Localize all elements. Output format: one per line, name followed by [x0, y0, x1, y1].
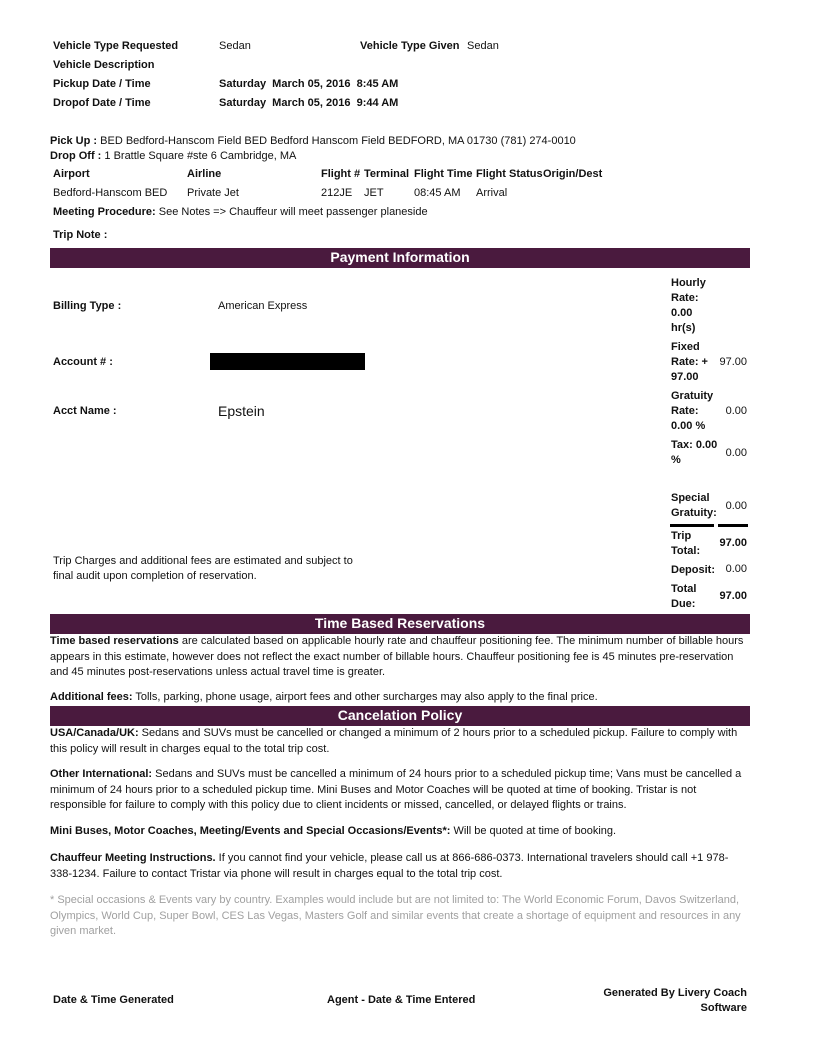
usa-policy-text: Sedans and SUVs must be cancelled or changed a minimum of 2 hours prior to a scheduled pickup. Failure to comply with this policy will result in charges equal to the total trip cost.	[50, 727, 738, 755]
flight-header-terminal: Terminal	[364, 168, 410, 180]
chauffeur-meeting-text: If you cannot find your vehicle, please call us at 866-686-0373. International travelers should call +1 978-338-1234. Failure to contact Tristar via phone will result in charges equal to the total trip cost.	[50, 852, 729, 880]
date-time-generated-label: Date & Time Generated	[53, 994, 174, 1006]
mini-buses-text: Will be quoted at time of booking.	[450, 825, 617, 837]
special-gratuity-label: Special Gratuity:	[671, 492, 717, 519]
flight-time-value: 08:45 AM	[414, 187, 461, 199]
pickup-location-label: Pick Up :	[50, 135, 98, 147]
vehicle-type-requested-value: Sedan	[219, 40, 251, 52]
agent-date-time-label: Agent - Date & Time Entered	[327, 994, 476, 1006]
cancelation-policy-header: Cancelation Policy	[50, 706, 750, 726]
flight-header-airline: Airline	[187, 168, 222, 180]
additional-fees-text: Tolls, parking, phone usage, airport fees and other surcharges may also apply to the final price.	[132, 691, 598, 703]
acct-name-label: Acct Name :	[53, 405, 117, 417]
generated-by-label: Generated By Livery Coach Software	[603, 987, 747, 1014]
time-based-text: are calculated based on applicable hourly rate and chauffeur positioning fee. The minimum number of billable hours appears in this estimate, however does not reflect the exact number of billable hours. Chauffeur positioning fee is 45 minutes pre-reservation and 45 minutes post-reservations unless actual travel time is greater.	[50, 635, 744, 678]
vehicle-type-given-label: Vehicle Type Given	[360, 40, 460, 52]
fixed-rate-value: 97.00	[719, 356, 747, 368]
meeting-procedure	[53, 206, 428, 218]
pickup-datetime-value: Saturday March 05, 2016 8:45 AM	[219, 78, 399, 90]
trip-total-value: 97.00	[719, 537, 747, 549]
tax-label: Tax: 0.00 %	[671, 439, 718, 466]
pickup-location	[50, 135, 576, 147]
deposit-label: Deposit:	[671, 564, 715, 576]
payment-information-header: Payment Information	[50, 248, 750, 268]
trip-total-label: Trip Total:	[671, 530, 701, 557]
flight-header-airport: Airport	[53, 168, 90, 180]
pickup-location-value: BED Bedford-Hanscom Field BED Bedford Hanscom Field BEDFORD, MA 01730 (781) 274-0010	[100, 135, 576, 147]
gratuity-rate-value: 0.00	[725, 405, 747, 417]
special-occasions-footnote: * Special occasions & Events vary by country. Examples would include but are not limited to: The World Economic Forum, Davos Switzerland, Olympics, World Cup, Super Bowl, CES Las Vegas, Masters Golf and similar events that create a shortage of equipment and resources in any given market.	[50, 894, 741, 937]
time-based-reservations-header: Time Based Reservations	[50, 614, 750, 634]
flight-terminal-value: JET	[364, 187, 384, 199]
flight-header-status: Flight Status	[476, 168, 543, 180]
pickup-datetime-label: Pickup Date / Time	[53, 78, 151, 90]
dropoff-location-value: 1 Brattle Square #ste 6 Cambridge, MA	[104, 150, 297, 162]
acct-name-value: Epstein	[218, 403, 265, 419]
total-due-label: Total Due:	[671, 583, 697, 610]
hourly-rate-label: Hourly Rate: 0.00 hr(s)	[671, 277, 706, 334]
special-gratuity-value: 0.00	[725, 500, 747, 512]
meeting-procedure-label: Meeting Procedure:	[53, 206, 156, 218]
account-number-redaction	[210, 353, 365, 370]
flight-airline-value: Private Jet	[187, 187, 239, 199]
account-number-label: Account # :	[53, 356, 113, 368]
billing-type-value: American Express	[218, 300, 308, 312]
flight-header-origin-dest: Origin/Dest	[543, 168, 603, 180]
flight-header-number: Flight #	[321, 168, 361, 180]
chauffeur-meeting-paragraph	[50, 851, 750, 882]
deposit-value: 0.00	[725, 563, 747, 575]
vehicle-description-label: Vehicle Description	[53, 59, 155, 71]
fixed-rate-label: Fixed Rate: + 97.00	[671, 341, 708, 383]
chauffeur-meeting-lead: Chauffeur Meeting Instructions.	[50, 852, 216, 864]
international-policy-lead: Other International:	[50, 768, 153, 780]
mini-buses-lead: Mini Buses, Motor Coaches, Meeting/Events and Special Occasions/Events*:	[50, 825, 451, 837]
international-policy-text: Sedans and SUVs must be cancelled a minimum of 24 hours prior to a scheduled pickup time; Vans must be cancelled a minimum of 24 hours prior to a scheduled pickup time. Mini Buses and Motor Coaches will be quoted at time of booking. Tristar is not responsible for failure to comply with this policy due to client incidents or missed, cancelled, or delayed flights or trains.	[50, 768, 742, 811]
dropoff-location	[50, 150, 296, 162]
usa-policy-lead: USA/Canada/UK:	[50, 727, 139, 739]
international-policy-paragraph	[50, 767, 750, 814]
flight-status-value: Arrival	[476, 187, 508, 199]
billing-type-label: Billing Type :	[53, 300, 122, 312]
gratuity-rate-label: Gratuity Rate: 0.00 %	[671, 390, 714, 432]
flight-number-value: 212JE	[321, 187, 353, 199]
additional-fees-lead: Additional fees:	[50, 691, 133, 703]
charges-disclaimer: Trip Charges and additional fees are estimated and subject to final audit upon completion of reservation.	[53, 555, 353, 582]
mini-buses-paragraph	[50, 824, 750, 840]
flight-header-time: Flight Time	[414, 168, 473, 180]
vehicle-type-given-value: Sedan	[467, 40, 499, 52]
total-rule-left	[670, 524, 714, 527]
vehicle-type-requested-label: Vehicle Type Requested	[53, 40, 179, 52]
total-rule-right	[718, 524, 748, 527]
time-based-paragraph	[50, 634, 750, 681]
tax-value: 0.00	[725, 447, 747, 459]
dropoff-location-label: Drop Off :	[50, 150, 102, 162]
usa-policy-paragraph	[50, 726, 750, 757]
flight-airport-value: Bedford-Hanscom BED	[53, 187, 168, 199]
additional-fees-paragraph	[50, 690, 750, 706]
meeting-procedure-value: See Notes => Chauffeur will meet passenger planeside	[158, 206, 428, 218]
total-due-value: 97.00	[719, 590, 747, 602]
dropoff-datetime-label: Dropof Date / Time	[53, 97, 151, 109]
dropoff-datetime-value: Saturday March 05, 2016 9:44 AM	[219, 97, 399, 109]
time-based-lead: Time based reservations	[50, 635, 179, 647]
trip-note-label: Trip Note :	[53, 229, 108, 241]
